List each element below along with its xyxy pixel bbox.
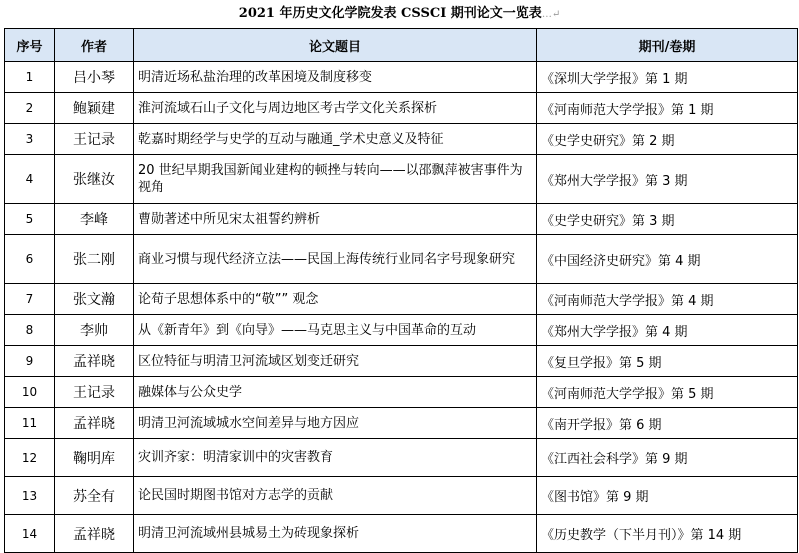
row-author: 王记录 xyxy=(55,377,134,408)
row-journal: 《史学史研究》第 3 期 xyxy=(537,204,798,235)
table-body xyxy=(5,62,798,553)
document-title xyxy=(0,4,799,24)
row-paper-title: 论荀子思想体系中的“敬”” 观念 xyxy=(134,284,537,315)
table-row xyxy=(5,477,798,515)
row-author: 李峰 xyxy=(55,204,134,235)
table-row xyxy=(5,235,798,284)
table-row xyxy=(5,408,798,439)
row-author: 张继汝 xyxy=(55,155,134,204)
row-number: 14 xyxy=(5,515,55,553)
header-journal: 期刊/卷期 xyxy=(537,29,798,62)
title-paragraph-mark: …↵ xyxy=(541,9,561,20)
table-header xyxy=(5,29,798,62)
row-journal: 《郑州大学学报》第 3 期 xyxy=(537,155,798,204)
row-author: 王记录 xyxy=(55,124,134,155)
table-row xyxy=(5,315,798,346)
row-paper-title: 明清卫河流域州县城易土为砖现象探析 xyxy=(134,515,537,553)
row-number: 11 xyxy=(5,408,55,439)
table-row xyxy=(5,284,798,315)
row-paper-title: 淮河流域石山子文化与周边地区考古学文化关系探析 xyxy=(134,93,537,124)
row-author: 李帅 xyxy=(55,315,134,346)
row-journal: 《河南师范大学学报》第 5 期 xyxy=(537,377,798,408)
row-paper-title: 明清近场私盐治理的改革困境及制度移变 xyxy=(134,62,537,93)
row-author: 孟祥晓 xyxy=(55,346,134,377)
row-journal: 《南开学报》第 6 期 xyxy=(537,408,798,439)
table-row xyxy=(5,439,798,477)
table-row xyxy=(5,62,798,93)
row-paper-title: 商业习惯与现代经济立法——民国上海传统行业同名字号现象研究 xyxy=(134,235,537,284)
row-journal: 《深圳大学学报》第 1 期 xyxy=(537,62,798,93)
row-author: 孟祥晓 xyxy=(55,408,134,439)
row-number: 13 xyxy=(5,477,55,515)
row-number: 10 xyxy=(5,377,55,408)
row-author: 张文瀚 xyxy=(55,284,134,315)
header-row xyxy=(5,29,798,62)
row-author: 苏全有 xyxy=(55,477,134,515)
row-journal: 《河南师范大学学报》第 4 期 xyxy=(537,284,798,315)
row-journal: 《河南师范大学学报》第 1 期 xyxy=(537,93,798,124)
row-journal: 《复旦学报》第 5 期 xyxy=(537,346,798,377)
row-paper-title: 论民国时期图书馆对方志学的贡献 xyxy=(134,477,537,515)
table-row xyxy=(5,346,798,377)
row-author: 鲍颖建 xyxy=(55,93,134,124)
table-row xyxy=(5,515,798,553)
table-row xyxy=(5,155,798,204)
row-journal: 《历史教学（下半月刊）》第 14 期 xyxy=(537,515,798,553)
row-paper-title: 区位特征与明清卫河流域区划变迁研究 xyxy=(134,346,537,377)
row-journal: 《图书馆》第 9 期 xyxy=(537,477,798,515)
header-title: 论文题目 xyxy=(134,29,537,62)
header-author: 作者 xyxy=(55,29,134,62)
row-journal: 《史学史研究》第 2 期 xyxy=(537,124,798,155)
row-number: 7 xyxy=(5,284,55,315)
row-number: 6 xyxy=(5,235,55,284)
row-paper-title: 明清卫河流域城水空间差异与地方因应 xyxy=(134,408,537,439)
row-author: 吕小琴 xyxy=(55,62,134,93)
table-row xyxy=(5,377,798,408)
row-author: 孟祥晓 xyxy=(55,515,134,553)
document-title-text: 2021 年历史文化学院发表 CSSCI 期刊论文一览表 xyxy=(238,6,542,21)
row-author: 鞠明库 xyxy=(55,439,134,477)
row-number: 3 xyxy=(5,124,55,155)
row-number: 5 xyxy=(5,204,55,235)
header-no: 序号 xyxy=(5,29,55,62)
row-paper-title: 曹勋著述中所见宋太祖誓约辨析 xyxy=(134,204,537,235)
row-journal: 《中国经济史研究》第 4 期 xyxy=(537,235,798,284)
row-paper-title: 乾嘉时期经学与史学的互动与融通_学术史意义及特征 xyxy=(134,124,537,155)
row-paper-title: 灾训齐家：明清家训中的灾害教育 xyxy=(134,439,537,477)
row-paper-title: 从《新青年》到《向导》——马克思主义与中国革命的互动 xyxy=(134,315,537,346)
row-number: 12 xyxy=(5,439,55,477)
table-row xyxy=(5,204,798,235)
table-row xyxy=(5,93,798,124)
row-number: 1 xyxy=(5,62,55,93)
row-number: 2 xyxy=(5,93,55,124)
table-row xyxy=(5,124,798,155)
row-paper-title: 20 世纪早期我国新闻业建构的顿挫与转向——以邵飘萍被害事件为视角 xyxy=(134,155,537,204)
row-number: 4 xyxy=(5,155,55,204)
row-journal: 《江西社会科学》第 9 期 xyxy=(537,439,798,477)
journal-papers-table xyxy=(4,28,798,553)
row-number: 8 xyxy=(5,315,55,346)
row-number: 9 xyxy=(5,346,55,377)
row-author: 张二刚 xyxy=(55,235,134,284)
row-journal: 《郑州大学学报》第 4 期 xyxy=(537,315,798,346)
row-paper-title: 融媒体与公众史学 xyxy=(134,377,537,408)
